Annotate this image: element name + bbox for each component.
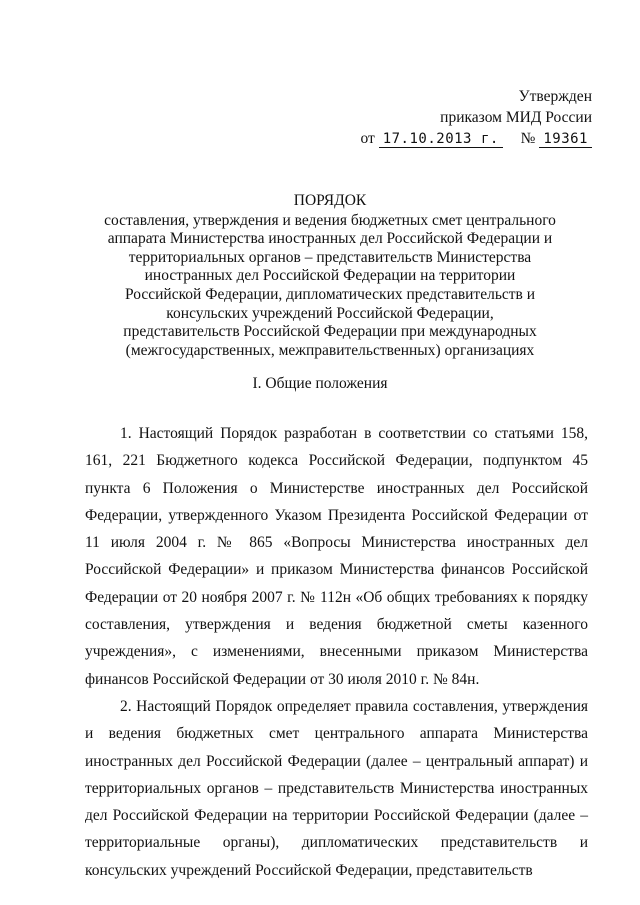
- title-line: иностранных дел Российской Федерации на территории: [144, 267, 516, 285]
- approval-date: [379, 131, 503, 148]
- title-line: составления, утверждения и ведения бюджетных смет центрального: [104, 211, 556, 229]
- approval-from-label: от: [360, 130, 375, 147]
- paragraph-2: 2. Настоящий Порядок определяет правила составления, утверждения и ведения бюджетных смет центрального аппарата Министерства иностранных дел Российской Федерации (далее – центральный аппарат) и территориальных органов – представительств Министерства иностранных дел Российской Федерации на территории Российской Федерации (далее – территориальные органы), дипломатических представительств и консульских учреждений Российской Федерации, представительств: [85, 697, 588, 879]
- approval-line-approved: Утвержден: [518, 88, 592, 105]
- paragraph-1: 1. Настоящий Порядок разработан в соответствии со статьями 158, 161, 221 Бюджетного кодекса Российской Федерации, подпунктом 45 пункта 6 Положения о Министерстве иностранных дел Российской Федерации, утвержденного Указом Президента Российской Федерации от 11 июля 2004 г. № 865 «Вопросы Министерства иностранных дел Российской Федерации» и приказом Министерства финансов Российской Федерации от 20 ноября 2007 г. № 112н «Об общих требованиях к порядку составления, утверждения и ведения бюджетной сметы казенного учреждения», с изменениями, внесенными приказом Министерства финансов Российской Федерации от 30 июля 2010 г. № 84н.: [85, 425, 588, 688]
- section-heading: I. Общие положения: [252, 375, 388, 392]
- approval-line-date: [361, 128, 593, 149]
- approval-year-suffix: г.: [480, 131, 499, 147]
- document-body: [85, 420, 588, 884]
- title-line: консульских учреждений Российской Федерации,: [166, 304, 494, 322]
- approval-number-label: №: [520, 130, 536, 147]
- document-title-block: [60, 192, 600, 360]
- approval-stamp: [361, 86, 593, 149]
- title-line: аппарата Министерства иностранных дел Российской Федерации и: [107, 230, 553, 248]
- document-title: ПОРЯДОК: [293, 192, 367, 209]
- approval-number: 19361: [539, 131, 592, 148]
- title-line: территориальных органов – представительств Министерства: [128, 248, 532, 266]
- approval-line-order: приказом МИД России: [440, 109, 592, 126]
- title-line: Российской Федерации, дипломатических представительств и: [124, 285, 536, 303]
- title-line: (межгосударственных, межправительственных) организациях: [125, 341, 535, 359]
- approval-date-value: 17.10.2013: [382, 131, 472, 147]
- title-line: представительств Российской Федерации при международных: [123, 323, 537, 341]
